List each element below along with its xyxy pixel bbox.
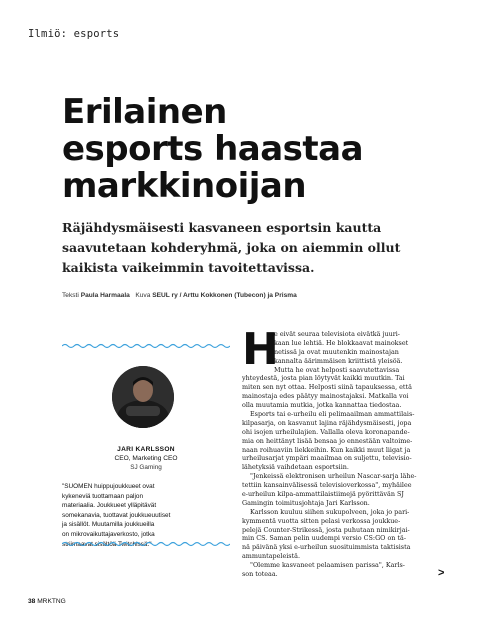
- quote-line: striimaavat sisältöä Twitchissä.": [62, 540, 152, 548]
- quote-line: materiaalia. Joukkueet ylläpitävät: [62, 502, 157, 510]
- credits-photo-label: Kuva: [135, 292, 151, 299]
- person-title: CEO, Marketing CEO: [114, 455, 178, 462]
- credits: [62, 292, 297, 299]
- next-page-arrow: >: [438, 567, 445, 579]
- quote-line: kykeneviä tuottamaan paljon: [62, 492, 144, 500]
- headline-line-3: markkinoijan: [62, 166, 307, 206]
- body-line: yhteydestä, josta pian löytyvät kaikki muutkin. Tai: [242, 374, 405, 383]
- body-line: mainostaja edes päätyy mainostajaksi. Matkalla voi: [242, 392, 409, 401]
- body-line: kaan lue lehtiä. He blokkaavat mainokset: [274, 338, 409, 347]
- body-line: lähetyksiä vaihdetaan esportsiin.: [242, 463, 349, 472]
- quote-line: on mikrovaikuttajaverkosto, jotka: [62, 530, 155, 538]
- lede-line-2: saavutetaan kohderyhmä, joka on aiemmin ollut: [62, 240, 401, 255]
- lede-line-1: Räjähdysmäisesti kasvaneen esportsin kautta: [62, 220, 382, 235]
- headline-line-2: esports haastaa: [62, 129, 364, 169]
- body-line: "Jenkeissä elektronisen urheilun Nascar-sarja lähe-: [250, 472, 417, 481]
- body-line: naan roihuaviin liekkeihin. Kun kaikki muut liigat ja: [242, 445, 411, 454]
- body-line: kannalta äärimmäisen kriittistä yleisöä.: [274, 356, 403, 365]
- article-body: [242, 324, 432, 579]
- body-line: pelejä Counter-Strikessä, josta puhutaan nimikirjai-: [242, 525, 410, 534]
- lede: [62, 218, 452, 278]
- quote-line: "SUOMEN huippujoukkueet ovat: [62, 483, 155, 490]
- person-org: SJ Gaming: [130, 464, 162, 471]
- quote-line: somekanavia, tuottavat joukkueuutiset: [62, 511, 171, 519]
- body-line: olla muutamia mutkia, jotka kannattaa tiedostaa.: [242, 401, 402, 410]
- body-line: Mutta he ovat helposti saavutettavissa: [274, 365, 400, 374]
- body-line: miten sen nyt ottaa. Helposti siinä tapauksessa, että: [242, 383, 412, 392]
- body-line: e eivät seuraa televisiota eivätkä juuri-: [274, 330, 400, 338]
- body-line: kilpasarja, on kasvanut lajina räjähdysmäisesti, jopa: [242, 418, 412, 427]
- wave-divider-top: [62, 342, 230, 350]
- body-line: mia on heittänyt lisää bensaa jo ennestään valtoime-: [242, 436, 413, 445]
- credits-text-label: Teksti: [62, 292, 79, 299]
- body-line: nä päivänä yksi e-urheilun suosituimmista taktisista: [242, 543, 411, 552]
- body-line: ammuntapeleistä.: [242, 552, 300, 561]
- quote-line: ja sisällöt. Muutamilla joukkueilla: [62, 521, 155, 529]
- headline-line-1: Erilainen: [62, 92, 227, 132]
- wave-divider-bottom: [62, 540, 230, 548]
- avatar: [112, 366, 174, 428]
- body-line: son toteaa.: [242, 570, 278, 579]
- body-line: e-urheilun kilpa-ammattilaistiimejä pyörittävän SJ: [242, 490, 404, 499]
- lede-line-3: kaikista vaikeimmin tavoitettavissa.: [62, 260, 315, 275]
- body-line: tettiin kansainvälisessä televisioverkossa", myhäilee: [242, 481, 412, 490]
- person-name: JARI KARLSSON: [117, 446, 175, 453]
- section-label: Ilmiö: esports: [28, 28, 120, 40]
- body-line: Gamingin toimitusjohtaja Jari Karlsson.: [242, 498, 370, 507]
- sidebar-box: [62, 342, 230, 548]
- headline: [62, 94, 462, 205]
- drop-cap: H: [242, 324, 279, 375]
- body-line: kymmentä vuotta sitten pelasi verkossa joukkue-: [242, 516, 401, 525]
- credits-photo-author: SEUL ry / Arttu Kokkonen (Tubecon) ja Prisma: [152, 292, 297, 299]
- magazine-name: MRKTNG: [37, 598, 66, 605]
- body-line: Esports tai e-urheilu eli pelimaailman ammattilais-: [250, 410, 415, 419]
- body-line: ohi isojen urheilulajien. Vallalla oleva koronapande-: [242, 427, 410, 436]
- page-footer: [28, 598, 66, 605]
- body-line: Karlsson kuuluu siihen sukupolveen, joka jo pari-: [250, 507, 410, 516]
- page-number: 38: [28, 598, 36, 605]
- body-line: urheilusarjat ympäri maailmaa on suljettu, televisio-: [242, 454, 412, 463]
- credits-text-author: Paula Harmaala: [80, 292, 130, 299]
- body-line: "Olemme kasvaneet pelaamisen parissa", Karls-: [250, 561, 405, 570]
- body-line: netissä ja ovat muutenkin mainostajan: [274, 347, 399, 356]
- body-line: min CS. Saman pelin uudempi versio CS:GO on tä-: [242, 534, 406, 543]
